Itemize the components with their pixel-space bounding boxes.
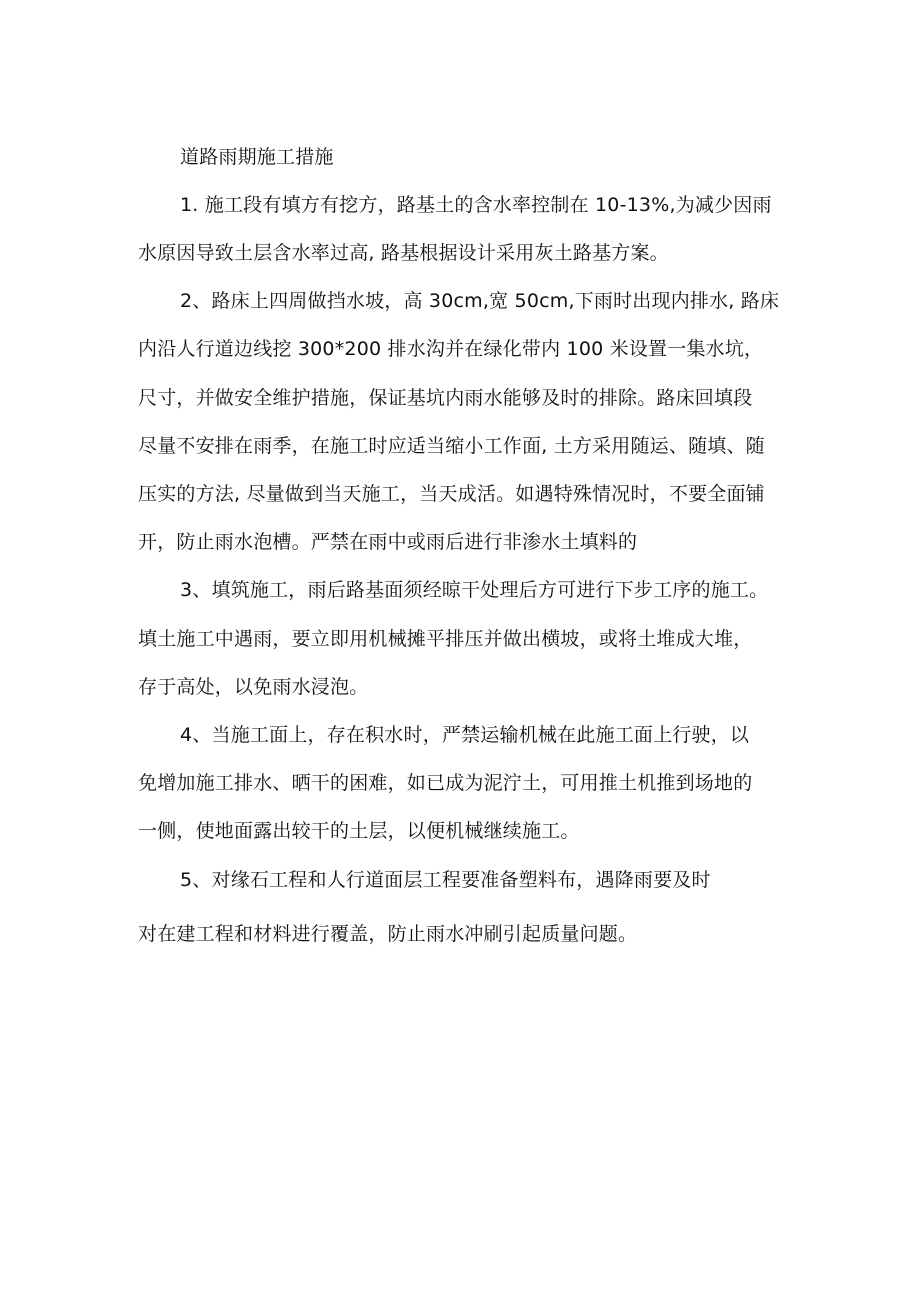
paragraph-line: 存于高处，以免雨水浸泡。 (138, 676, 369, 698)
paragraph-line: 4、当施工面上，存在积水时，严禁运输机械在此施工面上行驶，以 (180, 724, 750, 746)
paragraph-line: 3、填筑施工，雨后路基面须经晾干处理后方可进行下步工序的施工。 (180, 579, 769, 601)
document-title: 道路雨期施工措施 (180, 146, 334, 168)
paragraph-line: 开，防止雨水泡槽。严禁在雨中或雨后进行非渗水土填料的 (138, 531, 638, 553)
paragraph-line: 内沿人行道边线挖 300*200 排水沟并在绿化带内 100 米设置一集水坑， (138, 338, 764, 360)
paragraph-line: 1. 施工段有填方有挖方，路基土的含水率控制在 10-13%,为减少因雨 (180, 194, 772, 216)
paragraph-line: 2、路床上四周做挡水坡，高 30cm,宽 50cm,下雨时出现内排水, 路床 (180, 290, 780, 312)
paragraph-line: 尽量不安排在雨季，在施工时应适当缩小工作面, 土方采用随运、随填、随 (138, 435, 765, 457)
paragraph-line: 填土施工中遇雨，要立即用机械摊平排压并做出横坡，或将土堆成大堆， (138, 628, 753, 650)
paragraph-line: 尺寸，并做安全维护措施，保证基坑内雨水能够及时的排除。路床回填段 (138, 387, 753, 409)
paragraph-line: 免增加施工排水、晒干的困难，如已成为泥泞土，可用推土机推到场地的 (138, 772, 753, 794)
paragraph-line: 对在建工程和材料进行覆盖，防止雨水冲刷引起质量问题。 (138, 923, 638, 945)
paragraph-line: 一侧，使地面露出较干的土层，以便机械继续施工。 (138, 820, 580, 842)
paragraph-line: 5、对缘石工程和人行道面层工程要准备塑料布，遇降雨要及时 (180, 869, 711, 891)
paragraph-line: 水原因导致土层含水率过高, 路基根据设计采用灰土路基方案。 (138, 242, 669, 264)
paragraph-line: 压实的方法, 尽量做到当天施工，当天成活。如遇特殊情况时，不要全面铺 (138, 483, 765, 505)
